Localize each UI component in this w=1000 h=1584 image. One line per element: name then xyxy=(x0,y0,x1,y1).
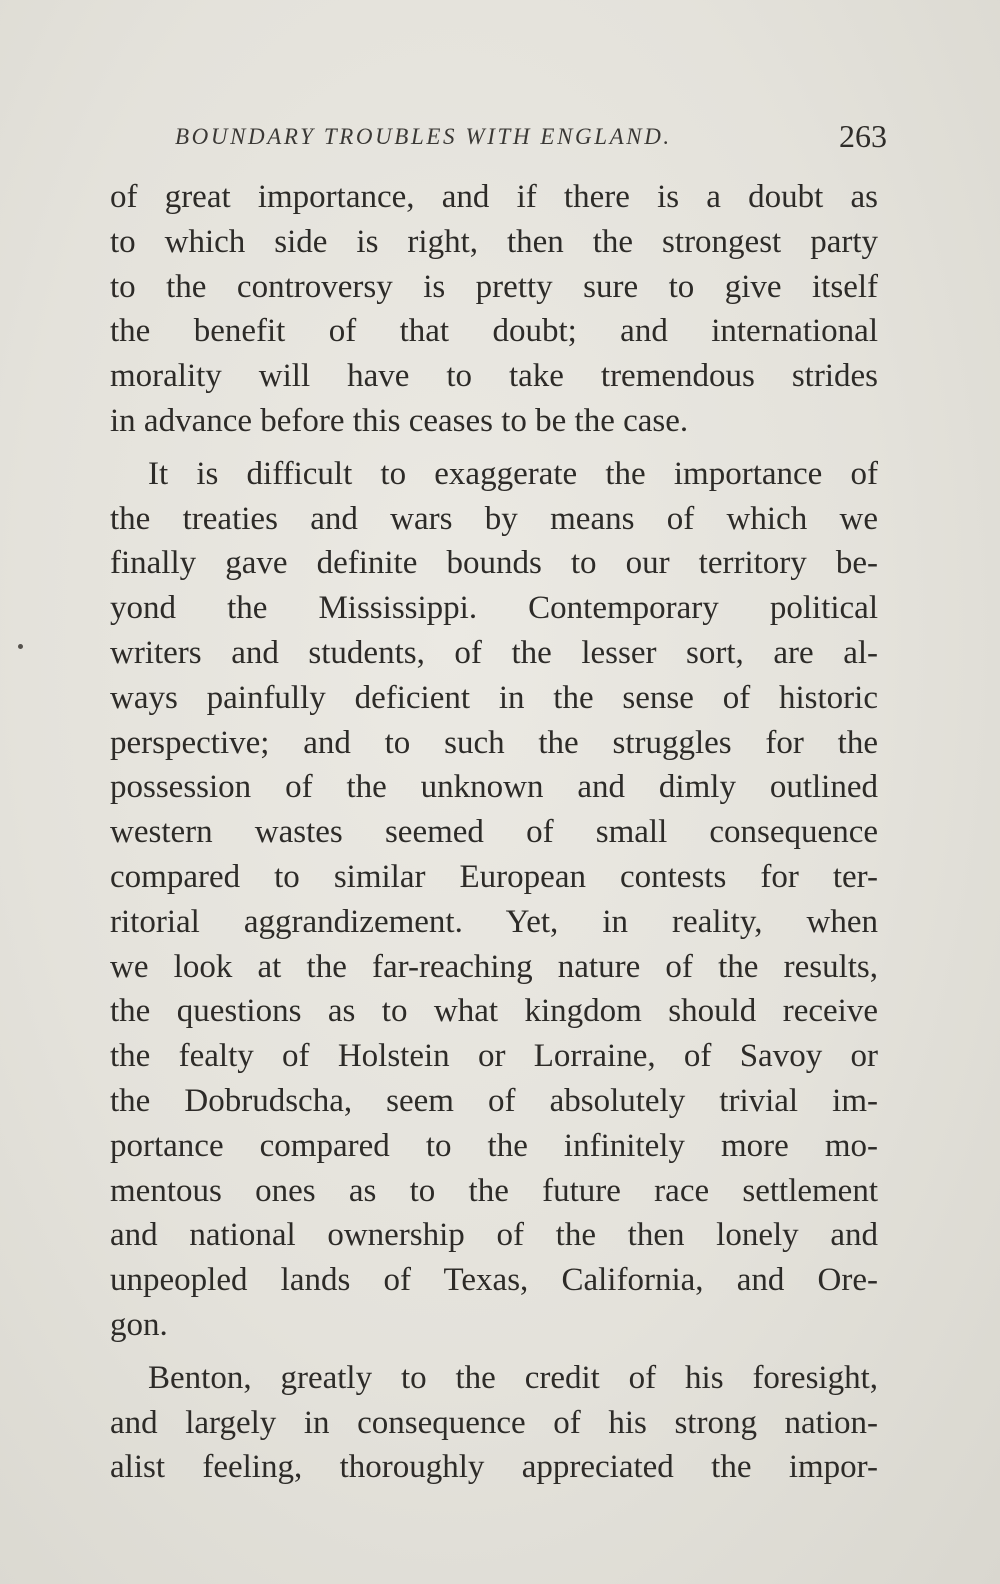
text-line: the treaties and wars by means of which we xyxy=(110,500,878,537)
text-line: compared to similar European contests for ter- xyxy=(110,858,878,895)
text-line: and largely in consequence of his strong nation- xyxy=(110,1404,878,1441)
text-line: in advance before this ceases to be the case. xyxy=(110,402,689,439)
text-line: of great importance, and if there is a doubt as xyxy=(110,179,878,215)
text-line: to the controversy is pretty sure to give itself xyxy=(110,268,878,305)
text-line: perspective; and to such the struggles for the xyxy=(110,724,878,761)
page-number: 263 xyxy=(839,118,887,154)
paragraph-2 xyxy=(110,452,878,1348)
text-line: unpeopled lands of Texas, California, and Ore- xyxy=(110,1262,878,1299)
text-line: mentous ones as to the future race settlement xyxy=(110,1172,878,1209)
text-line: western wastes seemed of small consequence xyxy=(110,814,878,851)
text-line: possession of the unknown and dimly outlined xyxy=(110,769,878,806)
text-line: the Dobrudscha, seem of absolutely trivial im- xyxy=(110,1082,878,1119)
text-line: to which side is right, then the strongest party xyxy=(110,223,878,260)
paragraph-1 xyxy=(110,175,878,444)
text-line: gon. xyxy=(110,1306,168,1343)
text-line: and national ownership of the then lonely and xyxy=(110,1217,878,1254)
text-line: writers and students, of the lesser sort, are al- xyxy=(110,634,878,671)
text-line: alist feeling, thoroughly appreciated the impor- xyxy=(110,1449,878,1486)
text-line: ways painfully deficient in the sense of historic xyxy=(110,679,878,716)
text-line: we look at the far-reaching nature of the results, xyxy=(110,948,878,985)
text-line: It is difficult to exaggerate the importance of xyxy=(148,455,878,492)
text-line: portance compared to the infinitely more mo- xyxy=(110,1127,878,1164)
text-line: ritorial aggrandizement. Yet, in reality, when xyxy=(110,903,878,940)
text-line: morality will have to take tremendous strides xyxy=(110,358,878,395)
running-head xyxy=(175,118,887,158)
paper-speck xyxy=(18,644,23,649)
text-line: the fealty of Holstein or Lorraine, of Savoy or xyxy=(110,1038,878,1075)
text-line: the questions as to what kingdom should receive xyxy=(110,993,878,1030)
text-line: yond the Mississippi. Contemporary political xyxy=(110,590,878,627)
text-line: the benefit of that doubt; and international xyxy=(110,313,878,350)
body-text xyxy=(110,175,878,1490)
text-line: finally gave definite bounds to our territory be- xyxy=(110,545,878,582)
paragraph-3 xyxy=(110,1356,878,1490)
text-line: Benton, greatly to the credit of his foresight, xyxy=(148,1359,878,1396)
running-title: BOUNDARY TROUBLES WITH ENGLAND. xyxy=(175,124,672,149)
